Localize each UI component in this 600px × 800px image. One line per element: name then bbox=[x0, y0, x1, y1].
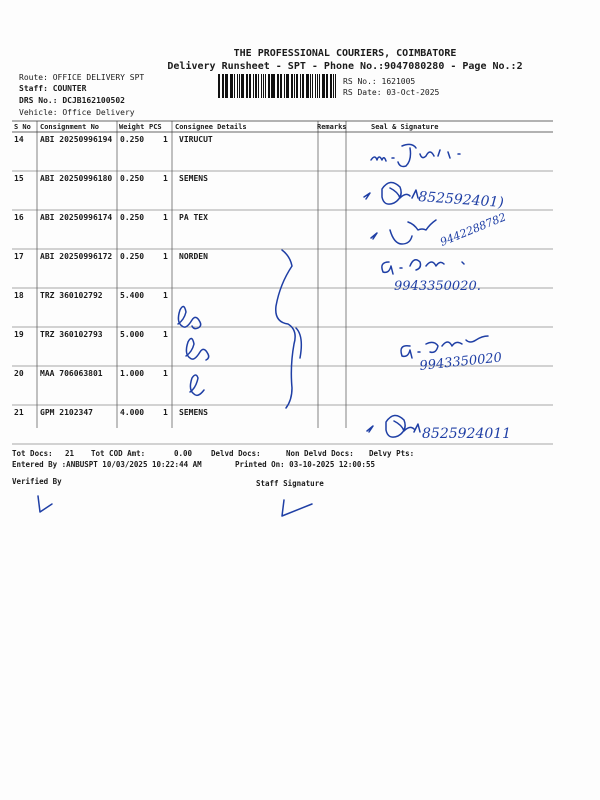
initial-mark-row-18 bbox=[178, 306, 201, 328]
row-consignee: VIRUCUT bbox=[179, 135, 213, 144]
row-sno: 14 bbox=[14, 135, 24, 144]
row-pcs: 1 bbox=[163, 369, 168, 378]
row-sno: 19 bbox=[14, 330, 24, 339]
row-sno: 20 bbox=[14, 369, 24, 378]
initial-mark-row-19 bbox=[186, 338, 209, 360]
row-weight: 4.000 bbox=[120, 408, 145, 417]
row-pcs: 1 bbox=[163, 174, 168, 183]
row-consignment: ABI 20250996180 bbox=[40, 174, 113, 183]
phone-handwritten-row-19: 9943350020 bbox=[418, 350, 503, 374]
row-pcs: 1 bbox=[163, 330, 168, 339]
drs-number: DRS No.: DCJB162100502 bbox=[19, 96, 125, 105]
rs-number: RS No.: 1621005 bbox=[343, 77, 416, 86]
staff-label: Staff: COUNTER bbox=[19, 84, 87, 93]
col-remarks: Remarks bbox=[317, 123, 347, 131]
row-consignment: TRZ 360102793 bbox=[40, 330, 103, 339]
row-pcs: 1 bbox=[163, 291, 168, 300]
tot-docs-label: Tot Docs: bbox=[12, 449, 53, 458]
row-pcs: 1 bbox=[163, 213, 168, 222]
col-weight: Weight bbox=[119, 123, 145, 131]
row-pcs: 1 bbox=[163, 135, 168, 144]
row-consignment: GPM 2102347 bbox=[40, 408, 93, 417]
row-weight: 0.250 bbox=[120, 252, 145, 261]
signature-row-14 bbox=[371, 144, 460, 166]
runsheet-title: Delivery Runsheet - SPT - Phone No.:9047080280 - Page No.:2 bbox=[167, 61, 523, 72]
initial-mark-row-20 bbox=[190, 375, 204, 395]
row-consignment: TRZ 360102792 bbox=[40, 291, 103, 300]
verified-by-label: Verified By bbox=[12, 477, 62, 486]
signature-row-16 bbox=[371, 220, 436, 244]
rs-date: RS Date: 03-Oct-2025 bbox=[343, 88, 440, 97]
col-consignee: Consignee Details bbox=[175, 123, 247, 131]
row-consignment: ABI 20250996174 bbox=[40, 213, 113, 222]
row-sno: 18 bbox=[14, 291, 24, 300]
verified-signature bbox=[38, 496, 52, 512]
phone-handwritten-row-17: 9943350020. bbox=[394, 279, 481, 294]
phone-handwritten-row-15: 852592401) bbox=[417, 189, 505, 211]
row-consignment: ABI 20250996194 bbox=[40, 135, 113, 144]
tot-docs-value: 21 bbox=[65, 449, 75, 458]
tot-cod-label: Tot COD Amt: bbox=[91, 449, 146, 458]
row-sno: 21 bbox=[14, 408, 24, 417]
col-seal: Seal & Signature bbox=[371, 123, 439, 131]
signature-row-15 bbox=[364, 182, 418, 204]
row-pcs: 1 bbox=[163, 408, 168, 417]
row-consignee: SEMENS bbox=[179, 174, 208, 183]
row-sno: 17 bbox=[14, 252, 24, 261]
tot-cod-value: 0.00 bbox=[174, 449, 193, 458]
col-sno: S No bbox=[14, 123, 31, 131]
staff-signature-mark bbox=[282, 500, 312, 516]
entered-by: Entered By :ANBUSPT 10/03/2025 10:22:44 AM bbox=[12, 460, 202, 469]
delvd-docs-label: Delvd Docs: bbox=[211, 449, 261, 458]
row-weight: 0.250 bbox=[120, 135, 145, 144]
row-sno: 16 bbox=[14, 213, 24, 222]
row-weight: 1.000 bbox=[120, 369, 145, 378]
row-consignee: NORDEN bbox=[179, 252, 208, 261]
row-weight: 5.400 bbox=[120, 291, 145, 300]
row-consignment: MAA 706063801 bbox=[40, 369, 103, 378]
row-weight: 0.250 bbox=[120, 213, 145, 222]
route-label: Route: OFFICE DELIVERY SPT bbox=[19, 73, 145, 82]
row-consignee: SEMENS bbox=[179, 408, 208, 417]
signature-row-21 bbox=[367, 415, 420, 437]
row-sno: 15 bbox=[14, 174, 24, 183]
staff-signature-label: Staff Signature bbox=[256, 479, 324, 488]
row-consignment: ABI 20250996172 bbox=[40, 252, 113, 261]
bracket-stroke bbox=[276, 250, 302, 408]
phone-handwritten-row-21: 8525924011 bbox=[422, 426, 512, 442]
row-pcs: 1 bbox=[163, 252, 168, 261]
row-consignee: PA TEX bbox=[179, 213, 208, 222]
delvy-pts-label: Delvy Pts: bbox=[369, 449, 415, 458]
col-consignment: Consignment No bbox=[40, 123, 100, 131]
printed-on: Printed On: 03-10-2025 12:00:55 bbox=[235, 460, 375, 469]
company-name: THE PROFESSIONAL COURIERS, COIMBATORE bbox=[233, 48, 457, 59]
phone-handwritten-row-16: 9442288782 bbox=[438, 210, 509, 249]
col-pcs: PCS bbox=[149, 123, 162, 131]
vehicle-label: Vehicle: Office Delivery bbox=[19, 108, 135, 117]
row-weight: 0.250 bbox=[120, 174, 145, 183]
signature-row-17 bbox=[382, 260, 464, 274]
non-delvd-docs-label: Non Delvd Docs: bbox=[286, 449, 354, 458]
row-weight: 5.000 bbox=[120, 330, 145, 339]
